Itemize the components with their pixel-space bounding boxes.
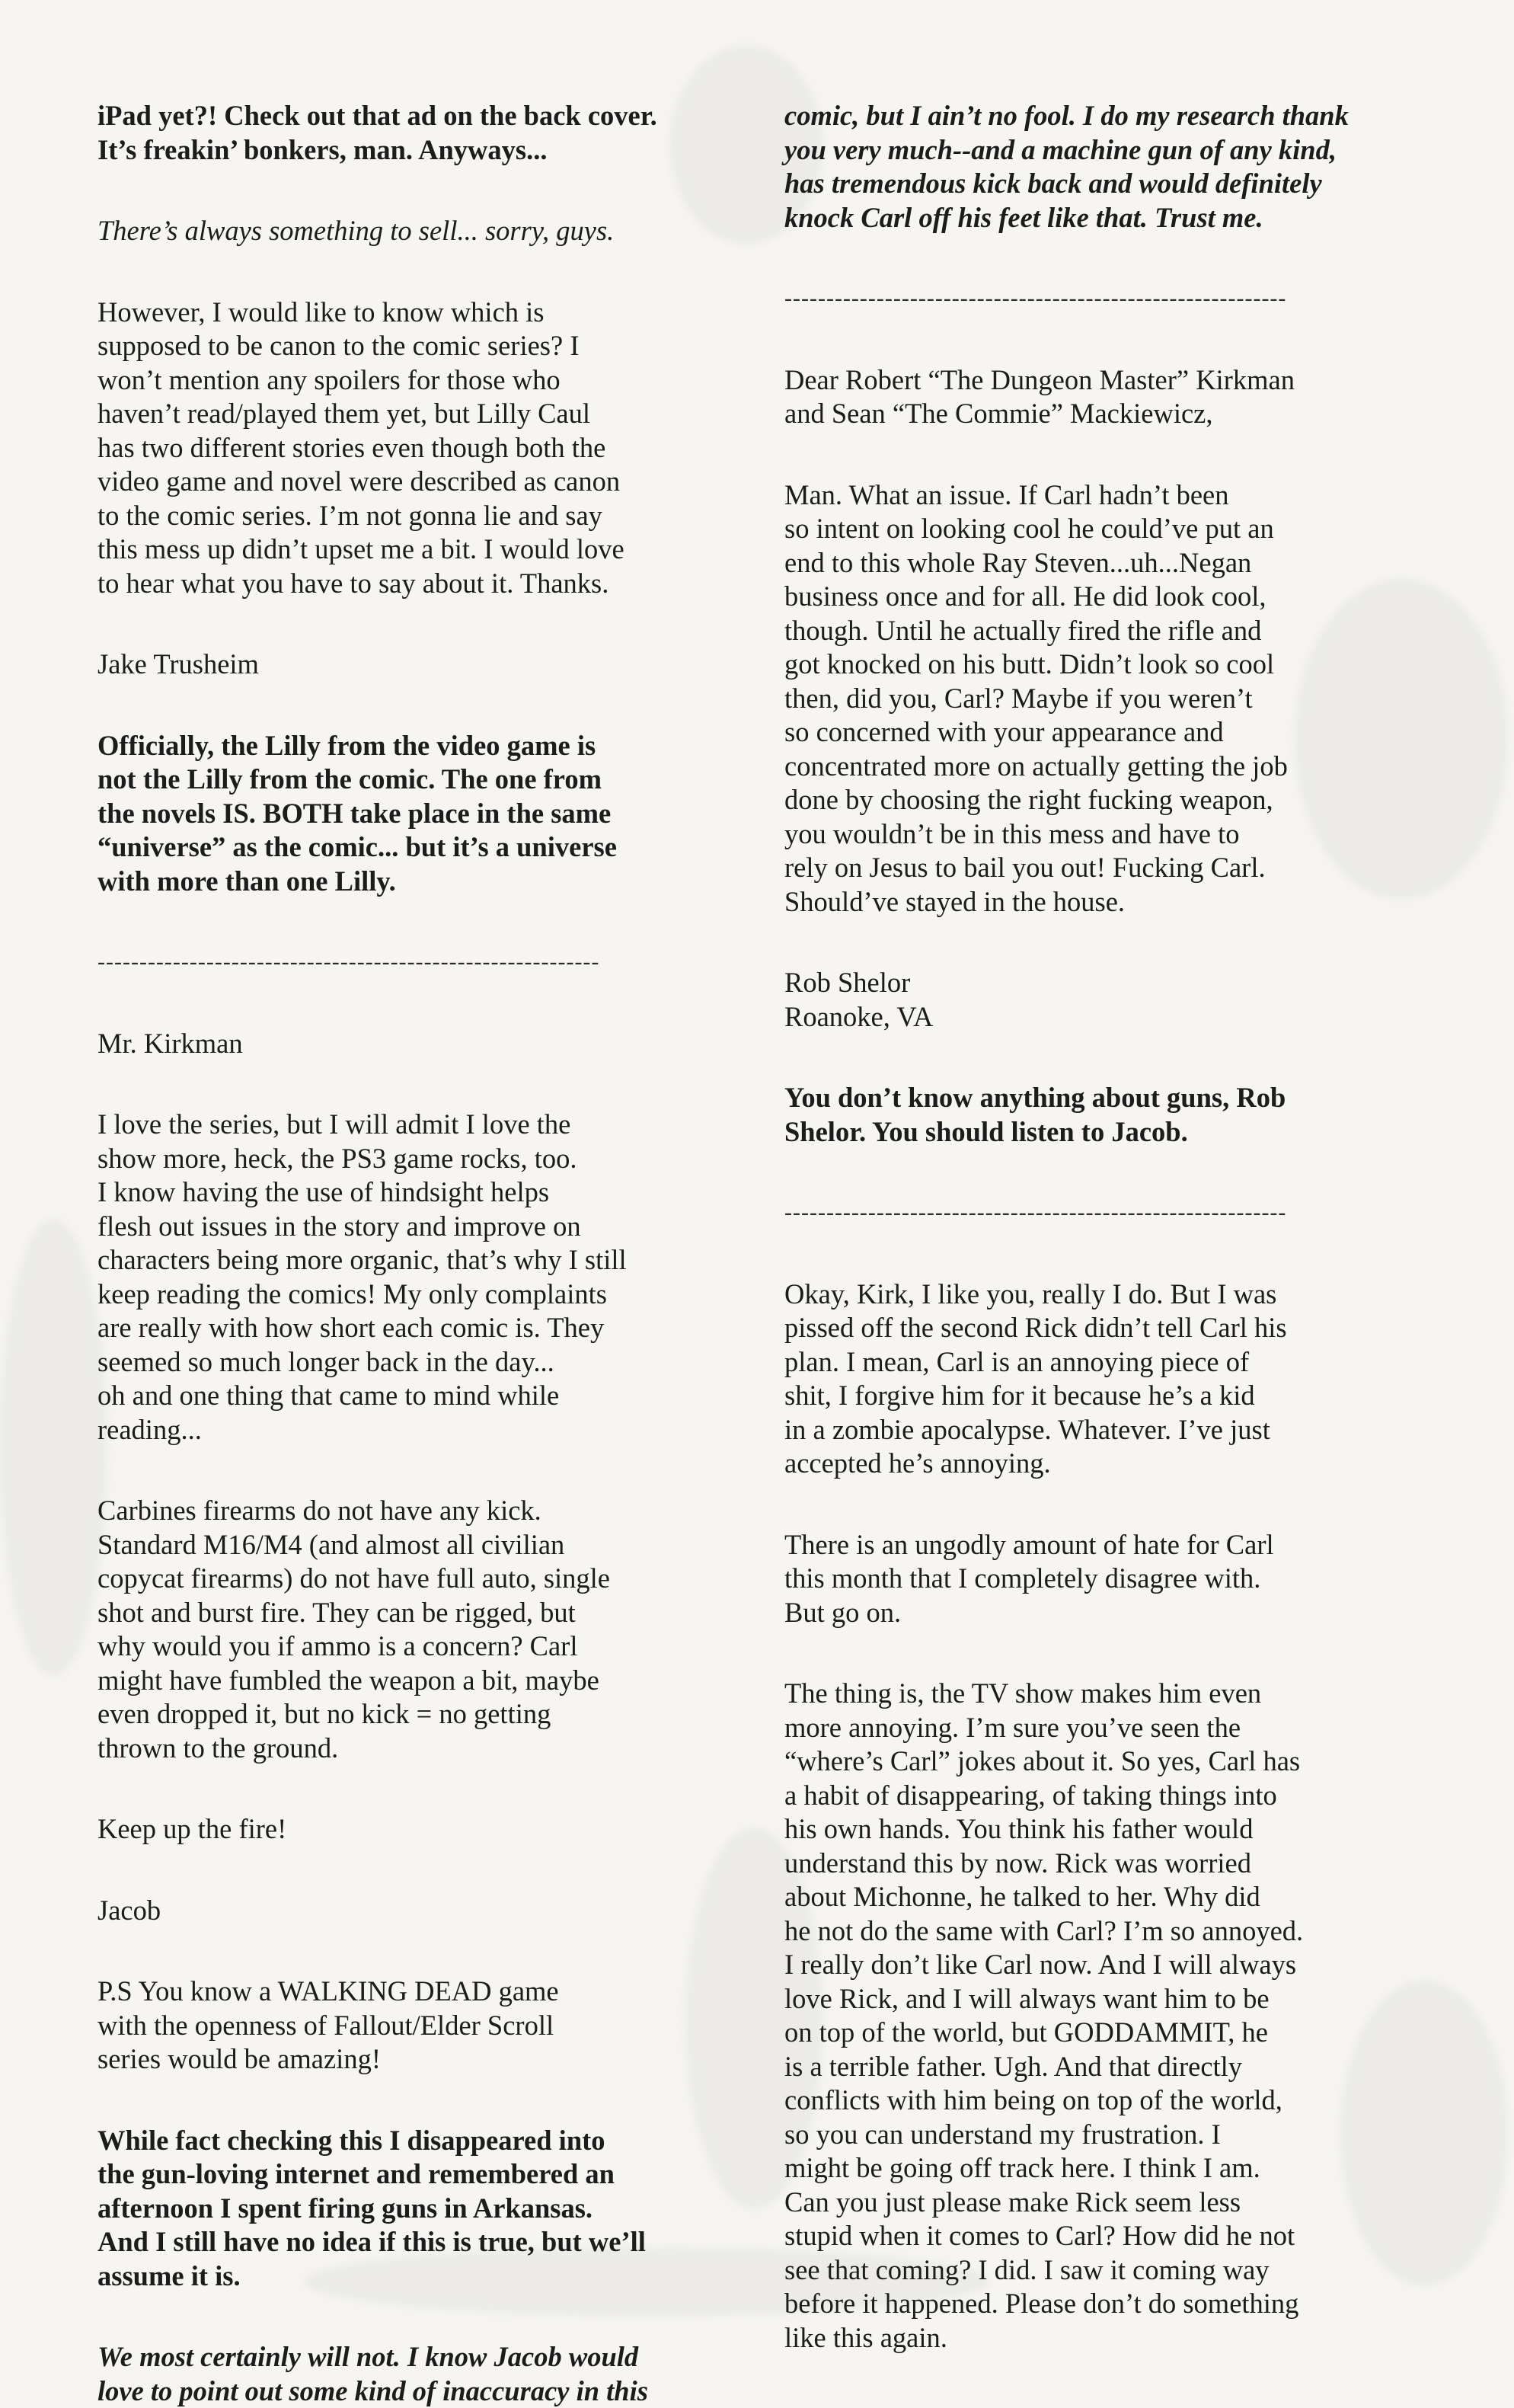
letter-signature: Rob Shelor Roanoke, VA	[784, 967, 934, 1032]
editor-reply-italic: comic, but I ain’t no fool. I do my research thank you very much--and a machine gun of any kind, has tremendous kick back and would definitely knock Carl off his feet like that. Trust me.	[784, 100, 1349, 233]
letter-signature: Jake Trusheim	[97, 648, 259, 680]
letter-body: However, I would like to know which is supposed to be canon to the comic series? I won’t mention any spoilers for those who haven’t read/played them yet, but Lilly Caul has two different stories even though both the video game and novel were described as canon to the comic series. I’m not gonna lie and say this mess up didn’t upset me a bit. I would love to hear what you have to say about it. Thanks.	[97, 296, 624, 599]
letter-body: The thing is, the TV show makes him even more annoying. I’m sure you’ve seen the “where’s Carl” jokes about it. So yes, Carl has a habit of disappearing, of taking things into his own hands. You think his father would understand this by now. Rick was worried about Michonne, he talked to her. Why did he not do the same with Carl? I’m so annoyed. I really don’t like Carl now. And I will always love Rick, and I will always want him to be on top of the world, but GODDAMMIT, he is a terrible father. Ugh. And that directly conflicts with him being on top of the world, so you can understand my frustration. I might be going off track here. I think I am. Can you just please make Rick seem less stupid when it comes to Carl? How did he not see that coming? I did. I saw it coming way before it happened. Please don’t do something like this again.	[784, 1677, 1304, 2353]
editor-reply: You don’t know anything about guns, Rob Shelor. You should listen to Jacob.	[784, 1082, 1286, 1147]
editor-reply: Officially, the Lilly from the video game is not the Lilly from the comic. The one from the novels IS. BOTH take place in the same “universe” as the comic... but it’s a universe with more than one Lilly.	[97, 729, 617, 897]
letter-divider: ------------------------------------------------------------	[784, 286, 1287, 311]
reply-aside: There’s always something to sell... sorry, guys.	[97, 215, 615, 246]
right-column	[784, 99, 1439, 2355]
editor-reply: While fact checking this I disappeared into the gun-loving internet and remembered an afternoon I spent firing guns in Arkansas. And I still have no idea if this is true, but we’ll assume it is.	[97, 2124, 646, 2291]
left-column	[97, 99, 752, 2408]
letter-body: Man. What an issue. If Carl hadn’t been so intent on looking cool he could’ve put an end to this whole Ray Steven...uh...Negan business once and for all. He did look cool, though. Until he actually fired the rifle and got knocked on his butt. Didn’t look so cool then, did you, Carl? Maybe if you weren’t so concerned with your appearance and concentrated more on actually getting the job done by choosing the right fucking weapon, you wouldn’t be in this mess and have to rely on Jesus to bail you out! Fucking Carl. Should’ve stayed in the house.	[784, 478, 1288, 917]
letter-closing: Keep up the fire!	[97, 1813, 287, 1844]
editor-reply-italic: We most certainly will not. I know Jacob would love to point out some kind of inaccuracy in this	[97, 2341, 648, 2406]
letter-postscript: P.S You know a WALKING DEAD game with the openness of Fallout/Elder Scroll series would be amazing!	[97, 1975, 559, 2074]
letter-body: Okay, Kirk, I like you, really I do. But I was pissed off the second Rick didn’t tell Carl his plan. I mean, Carl is an annoying piece of shit, I forgive him for it because he’s a kid in a zombie apocalypse. Whatever. I’ve just accepted he’s annoying.	[784, 1278, 1287, 1479]
letter-body: There is an ungodly amount of hate for Carl this month that I completely disagree with. But go on.	[784, 1528, 1274, 1628]
letter-signature: Jacob	[97, 1894, 161, 1926]
letter-salutation: Mr. Kirkman	[97, 1027, 243, 1059]
letter-body: Carbines firearms do not have any kick. Standard M16/M4 (and almost all civilian copycat firearms) do not have full auto, single shot and burst fire. They can be rigged, but why would you if ammo is a concern? Carl might have fumbled the weapon a bit, maybe even dropped it, but no kick = no getting thrown to the ground.	[97, 1495, 611, 1764]
reply-continued: iPad yet?! Check out that ad on the back cover. It’s freakin’ bonkers, man. Anyways...	[97, 100, 657, 165]
letter-divider: ------------------------------------------------------------	[97, 949, 600, 974]
letter-divider: ------------------------------------------------------------	[784, 1200, 1287, 1225]
letter-body: I love the series, but I will admit I love the show more, heck, the PS3 game rocks, too. I know having the use of hindsight helps flesh out issues in the story and improve on characters being more organic, that’s why I still keep reading the comics! My only complaints are really with how short each comic is. They seemed so much longer back in the day... oh and one thing that came to mind while reading...	[97, 1108, 627, 1445]
letter-salutation: Dear Robert “The Dungeon Master” Kirkman and Sean “The Commie” Mackiewicz,	[784, 363, 1295, 429]
